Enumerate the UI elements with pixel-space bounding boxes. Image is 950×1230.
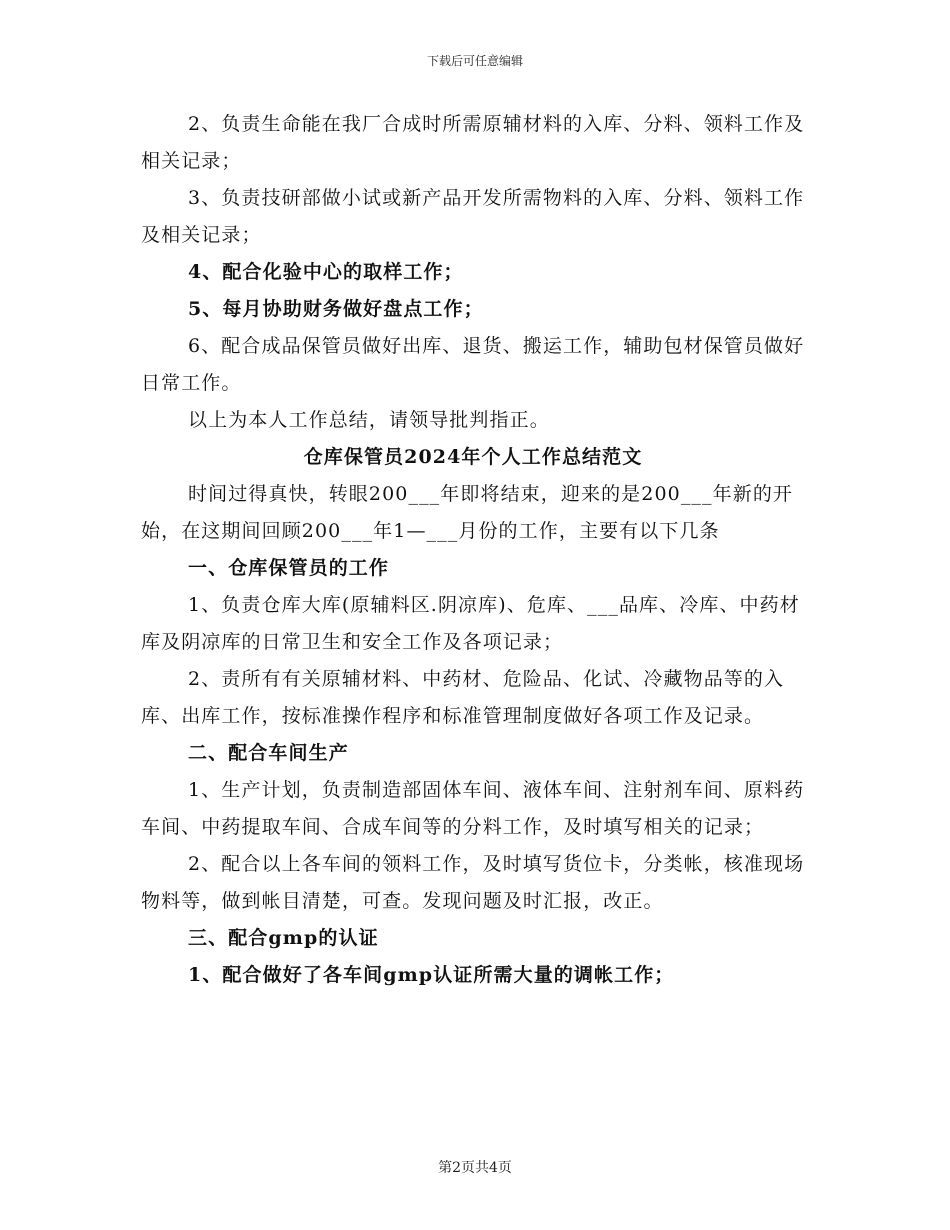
heading-3: 三、配合gmp的认证 (188, 927, 379, 949)
heading-1: 一、仓库保管员的工作 (188, 557, 390, 579)
heading-2: 二、配合车间生产 (188, 742, 349, 764)
paragraph-1: 2、负责生命能在我厂合成时所需原辅材料的入库、分料、领料工作及相关记录； (141, 113, 805, 172)
paragraph-4: 5、每月协助财务做好盘点工作； (188, 298, 484, 320)
paragraph-2: 3、负责技研部做小试或新产品开发所需物料的入库、分料、领料工作及相关记录； (141, 187, 805, 246)
paragraph-11: 2、配合以上各车间的领料工作，及时填写货位卡，分类帐，核准现场物料等，做到帐目清楚，可查。发现问题及时汇报，改正。 (141, 853, 805, 912)
paragraph-5: 6、配合成品保管员做好出库、退货、搬运工作，辅助包材保管员做好日常工作。 (141, 335, 805, 394)
paragraph-9: 2、责所有有关原辅材料、中药材、危险品、化试、冷藏物品等的入库、出库工作，按标准操作程序和标准管理制度做好各项工作及记录。 (141, 668, 785, 727)
page-footer: 第2页共4页 (438, 1160, 512, 1176)
paragraph-12: 1、配合做好了各车间gmp认证所需大量的调帐工作； (188, 964, 675, 986)
section-title: 仓库保管员2024年个人工作总结范文 (303, 446, 643, 468)
paragraph-7: 时间过得真快，转眼200___年即将结束，迎来的是200___年新的开始，在这期间回顾200___年1—___月份的工作，主要有以下几条 (141, 483, 794, 542)
paragraph-10: 1、生产计划，负责制造部固体车间、液体车间、注射剂车间、原料药车间、中药提取车间、合成车间等的分料工作，及时填写相关的记录； (141, 779, 805, 838)
paragraph-3: 4、配合化验中心的取样工作； (188, 261, 464, 283)
page-header: 下载后可任意编辑 (426, 54, 523, 68)
paragraph-8: 1、负责仓库大库(原辅料区.阴凉库)、危库、___品库、冷库、中药材库及阴凉库的日常卫生和安全工作及各项记录； (141, 594, 800, 653)
document-body (141, 106, 805, 994)
paragraph-6: 以上为本人工作总结，请领导批判指正。 (188, 409, 550, 431)
